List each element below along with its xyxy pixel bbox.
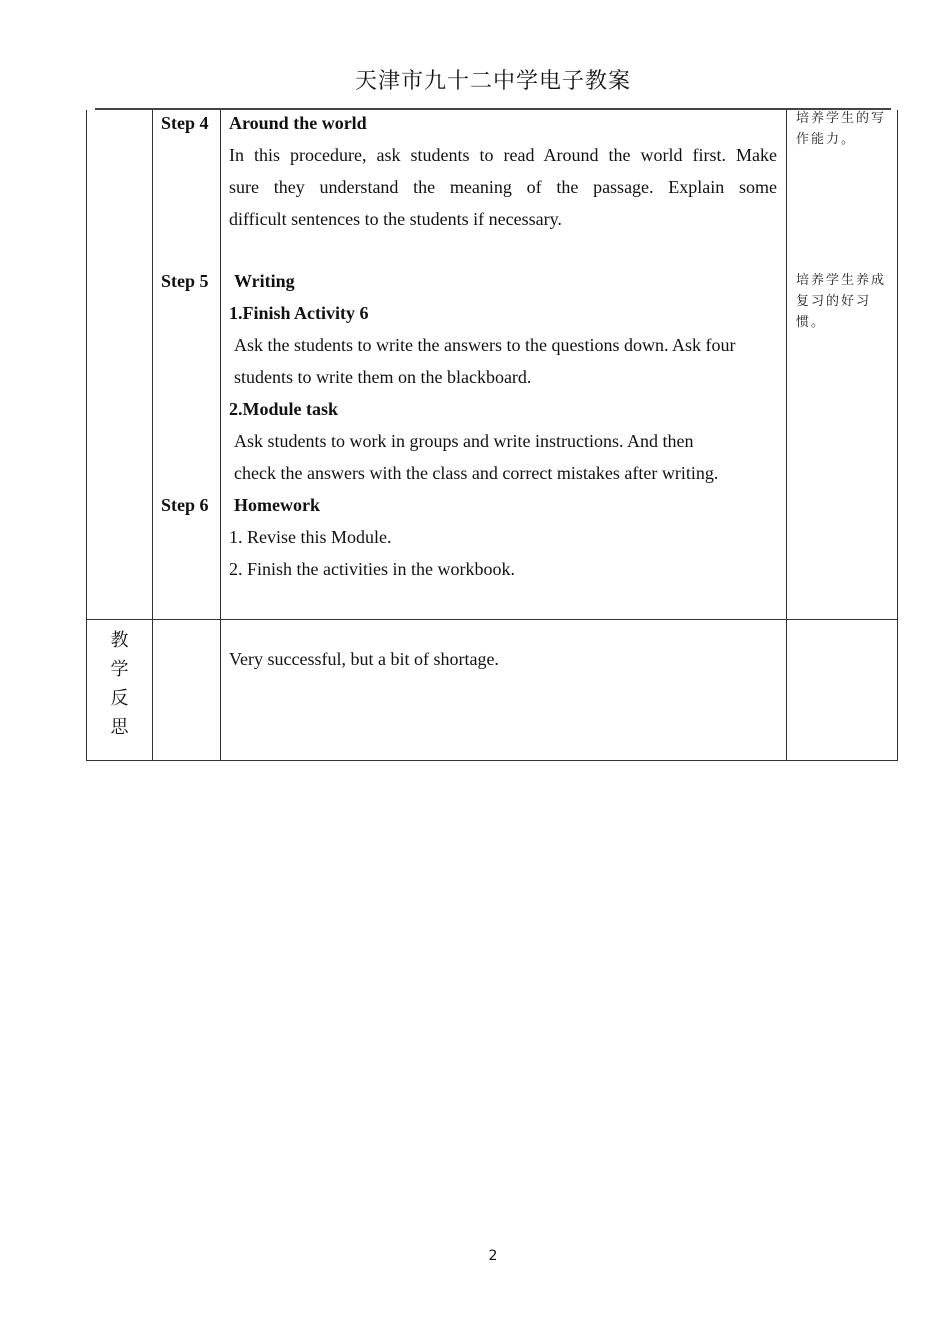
step4-heading: Around the world (229, 113, 367, 133)
homework-item: 1. Revise this Module. (229, 527, 392, 547)
step5-subheading: 2.Module task (229, 399, 339, 419)
step4-line: sure they understand the meaning of the passage. Explain some (229, 177, 777, 197)
reflection-label-char: 反 (110, 688, 129, 709)
column-divider (786, 110, 787, 760)
reflection-label-char: 思 (110, 717, 129, 738)
lesson-plan-table (86, 110, 898, 761)
step5-note (796, 270, 896, 333)
step5-subheading: 1.Finish Activity 6 (229, 303, 369, 323)
column-divider (152, 110, 153, 760)
step4-line: In this procedure, ask students to read Around the world first. Make (229, 145, 777, 165)
homework-item: 2. Finish the activities in the workbook. (229, 559, 515, 579)
page-title: 天津市九十二中学电子教案 (354, 69, 631, 94)
note-line: 培养学生养成 (796, 273, 887, 288)
step4-label: Step 4 (161, 113, 209, 133)
column-divider (220, 110, 221, 760)
step5-line: Ask the students to write the answers to the questions down. Ask four (234, 335, 736, 355)
step5-heading: Writing (234, 271, 295, 291)
row-divider (87, 619, 897, 620)
page-number: 2 (488, 1248, 498, 1264)
step5-line: check the answers with the class and correct mistakes after writing. (234, 463, 719, 483)
step5-line: Ask students to work in groups and write instructions. And then (234, 431, 694, 451)
reflection-label-char: 教 (110, 630, 129, 651)
reflection-text: Very successful, but a bit of shortage. (229, 649, 499, 669)
note-line: 复习的好习惯。 (796, 294, 872, 330)
step5-line: students to write them on the blackboard. (234, 367, 532, 387)
step6-label: Step 6 (161, 495, 209, 515)
reflection-label-char: 学 (110, 659, 129, 680)
step4-line: difficult sentences to the students if necessary. (229, 209, 562, 229)
step4-note (796, 108, 896, 150)
step5-label: Step 5 (161, 271, 209, 291)
reflection-label (87, 626, 152, 742)
note-line: 培养学生的写 (796, 111, 887, 126)
note-line: 作能力。 (796, 132, 857, 147)
step6-heading: Homework (234, 495, 320, 515)
